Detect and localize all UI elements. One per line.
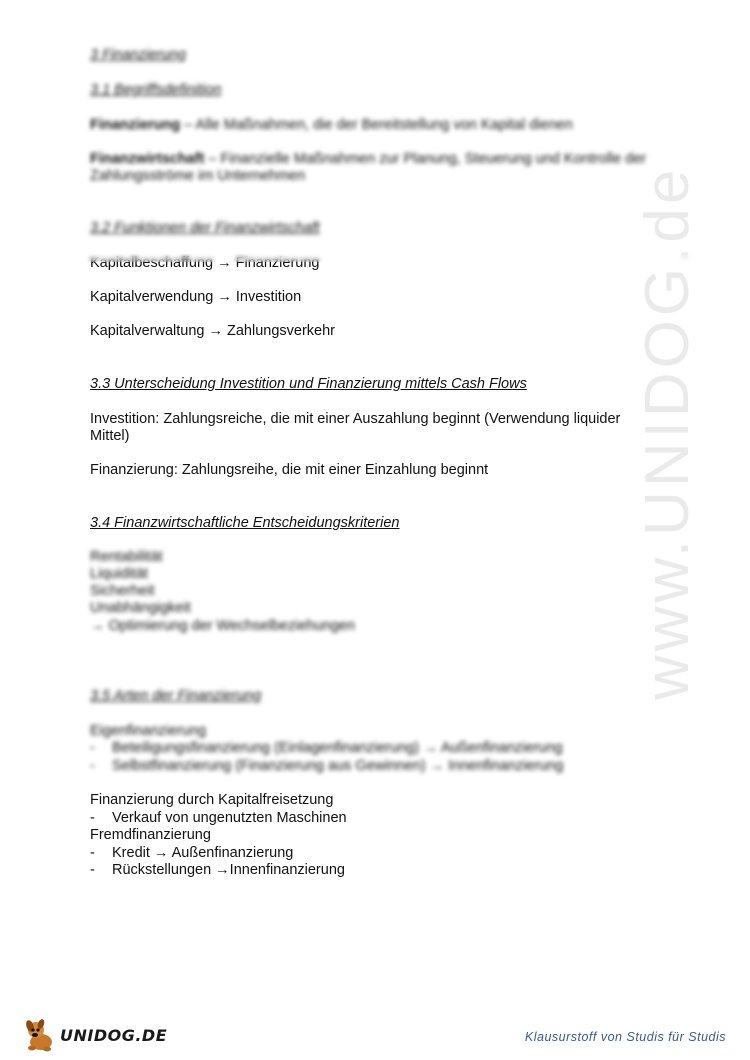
- list-dash: -: [90, 862, 95, 878]
- function-item-2: Kapitalverwendung → Investition: [90, 289, 302, 305]
- criteria-item: Liquidität: [90, 566, 149, 582]
- list-dash: -: [90, 758, 95, 774]
- list-item: Kredit → Außenfinanzierung: [112, 845, 294, 861]
- logo-text: UNIDOG.DE: [60, 1025, 168, 1045]
- criteria-item: → Optimierung der Wechselbeziehungen: [90, 618, 355, 634]
- list-item: Rückstellungen →Innenfinanzierung: [112, 862, 345, 878]
- definition-finanzierung: [90, 117, 573, 134]
- eigenfinanzierung-label: Eigenfinanzierung: [90, 723, 207, 739]
- list-dash: -: [90, 845, 95, 861]
- definition-term: Finanzierung: [90, 117, 181, 133]
- section-heading-3-3: 3.3 Unterscheidung Investition und Finanzierung mittels Cash Flows: [90, 376, 527, 392]
- function-item-1: Kapitalbeschaffung → Finanzierung: [90, 255, 320, 271]
- footer-tagline: Klausurstoff von Studis für Studis: [524, 1030, 726, 1044]
- criteria-item: Sicherheit: [90, 583, 155, 599]
- definition-text: – Finanzielle Maßnahmen zur Planung, Steuerung und Kontrolle der: [204, 151, 647, 167]
- section-heading-3-1: 3.1 Begriffsdefinition: [90, 82, 222, 98]
- fremdfinanzierung-label: Fremdfinanzierung: [90, 827, 211, 843]
- finanzierung-definition: Finanzierung: Zahlungsreihe, die mit einer Einzahlung beginnt: [90, 462, 489, 478]
- list-dash: -: [90, 740, 95, 756]
- investition-definition: Investition: Zahlungsreiche, die mit einer Auszahlung beginnt (Verwendung liquider: [90, 411, 621, 427]
- blur-overlay: [0, 254, 750, 262]
- section-heading-3-2: 3.2 Funktionen der Finanzwirtschaft: [90, 220, 320, 236]
- partially-blurred-line: [0, 254, 750, 271]
- unidog-logo: [22, 1016, 167, 1054]
- chapter-heading: 3 Finanzierung: [90, 47, 186, 63]
- section-heading-3-5: 3.5 Arten der Finanzierung: [90, 688, 262, 704]
- list-item: Verkauf von ungenutzten Maschinen: [112, 810, 347, 826]
- list-item: Selbstfinanzierung (Finanzierung aus Gewinnen) → Innenfinanzierung: [112, 758, 564, 774]
- dog-icon: [22, 1016, 58, 1054]
- section-heading-3-4: 3.4 Finanzwirtschaftliche Entscheidungskriterien: [90, 515, 400, 531]
- criteria-item: Rentabilität: [90, 549, 163, 565]
- kapitalfreisetzung-label: Finanzierung durch Kapitalfreisetzung: [90, 792, 334, 808]
- definition-text: – Alle Maßnahmen, die der Bereitstellung von Kapital dienen: [180, 117, 573, 133]
- criteria-item: Unabhängigkeit: [90, 600, 191, 616]
- watermark: www.UNIDOG.de: [633, 165, 702, 700]
- definition-term: Finanzwirtschaft: [90, 151, 205, 167]
- list-item: Beteiligungsfinanzierung (Einlagenfinanzierung) → Außenfinanzierung: [112, 740, 563, 756]
- list-dash: -: [90, 810, 95, 826]
- definition-finanzwirtschaft: [90, 151, 646, 168]
- function-item-3: Kapitalverwaltung → Zahlungsverkehr: [90, 323, 336, 339]
- definition-continuation: Zahlungsströme im Unternehmen: [90, 168, 306, 184]
- investition-definition-cont: Mittel): [90, 428, 130, 444]
